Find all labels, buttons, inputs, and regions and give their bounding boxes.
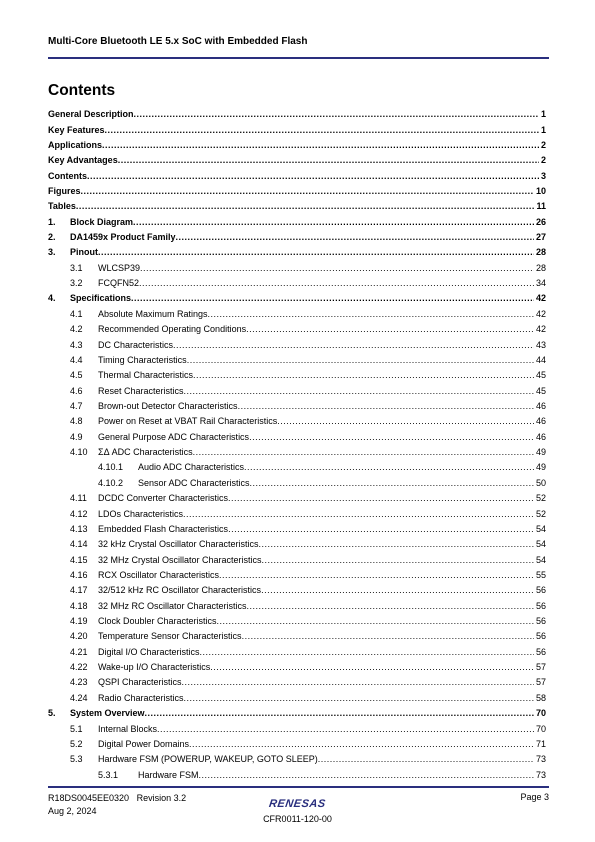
toc-entry-page: 49 [535, 447, 546, 458]
toc-entry-title: Sensor ADC Characteristics [138, 477, 250, 488]
toc-entry[interactable] [48, 399, 546, 414]
toc-dot-leader [228, 525, 534, 534]
toc-entry[interactable] [48, 629, 546, 644]
toc-entry-number: 5.2 [70, 738, 83, 749]
toc-entry[interactable] [48, 737, 546, 752]
toc-entry-title: System Overview [70, 708, 145, 719]
toc-entry-page: 27 [535, 232, 546, 243]
toc-entry-page: 3 [540, 170, 546, 181]
toc-dot-leader [261, 586, 534, 595]
toc-entry-page: 28 [535, 262, 546, 273]
toc-dot-leader [118, 156, 539, 165]
toc-entry-title: Internal Blocks [98, 723, 158, 734]
toc-entry-page: 56 [535, 600, 546, 611]
toc-dot-leader [157, 725, 534, 734]
toc-dot-leader [208, 310, 534, 319]
toc-entry[interactable] [48, 184, 546, 199]
toc-entry[interactable] [48, 307, 546, 322]
footer-rule [48, 786, 549, 788]
toc-entry-number: 4.22 [70, 662, 88, 673]
toc-entry-title: Embedded Flash Characteristics [98, 523, 229, 534]
toc-dot-leader [217, 617, 534, 626]
toc-entry[interactable] [48, 568, 546, 583]
toc-entry-title: 32/512 kHz RC Oscillator Characteristics [98, 585, 262, 596]
toc-entry-number: 4.8 [70, 416, 83, 427]
toc-dot-leader [139, 279, 534, 288]
toc-dot-leader [102, 141, 539, 150]
toc-entry[interactable] [48, 245, 546, 260]
toc-entry[interactable] [48, 430, 546, 445]
revision: Revision 3.2 [136, 793, 187, 803]
toc-dot-leader [81, 187, 534, 196]
toc-entry-number: 3.1 [70, 262, 83, 273]
toc-entry-page: 46 [535, 401, 546, 411]
toc-entry[interactable] [48, 675, 546, 690]
toc-entry-title: Digital Power Domains [98, 738, 190, 749]
toc-entry-page: 43 [535, 339, 546, 350]
toc-entry-title: Hardware FSM [138, 769, 199, 780]
toc-dot-leader [182, 678, 534, 687]
toc-entry-title: Thermal Characteristics [98, 370, 194, 381]
toc-entry-title: Brown-out Detector Characteristics [98, 401, 238, 411]
document-id: R18DS0045EE0320 [48, 793, 130, 803]
toc-entry-title: Absolute Maximum Ratings [98, 308, 208, 319]
toc-entry-number: 5.3 [70, 754, 83, 765]
toc-entry-page: 42 [535, 293, 546, 304]
toc-entry-page: 45 [535, 370, 546, 381]
toc-entry[interactable] [48, 322, 546, 337]
toc-entry[interactable] [48, 522, 546, 537]
toc-entry[interactable] [48, 353, 546, 368]
toc-entry-number: 1. [48, 216, 56, 227]
toc-entry-title: Recommended Operating Conditions [98, 324, 247, 335]
toc-entry-title: Specifications [70, 293, 132, 304]
toc-entry-page: 34 [535, 278, 546, 289]
toc-entry-page: 54 [535, 539, 546, 550]
toc-dot-leader [176, 233, 534, 242]
toc-dot-leader [76, 202, 535, 211]
toc-entry-title: General Purpose ADC Characteristics [98, 431, 250, 442]
toc-entry-page: 56 [535, 646, 546, 657]
toc-dot-leader [200, 648, 534, 657]
toc-entry-page: 58 [535, 692, 546, 703]
toc-entry[interactable] [48, 153, 546, 168]
toc-entry[interactable] [48, 583, 546, 598]
toc-entry-title: Reset Characteristics [98, 385, 184, 396]
toc-entry-page: 26 [535, 216, 546, 227]
toc-entry-page: 2 [540, 139, 546, 150]
toc-entry-number: 4.19 [70, 616, 88, 627]
toc-entry-title: 32 MHz Crystal Oscillator Characteristics [98, 554, 262, 565]
toc-entry-title: General Description [48, 109, 134, 120]
toc-entry[interactable] [48, 552, 546, 567]
toc-entry[interactable] [48, 107, 546, 122]
toc-entry[interactable] [48, 491, 546, 506]
toc-entry-title: Tables [48, 201, 76, 212]
toc-dot-leader [184, 387, 534, 396]
toc-dot-leader [187, 356, 534, 365]
toc-entry[interactable] [48, 168, 546, 183]
toc-dot-leader [87, 172, 539, 181]
toc-dot-leader [193, 448, 534, 457]
toc-entry-number: 4.7 [70, 401, 83, 411]
toc-entry-page: 42 [535, 308, 546, 319]
toc-dot-leader [259, 540, 534, 549]
toc-entry[interactable] [48, 645, 546, 660]
toc-entry[interactable] [48, 414, 546, 429]
toc-dot-leader [242, 632, 534, 641]
toc-entry-title: Block Diagram [70, 216, 134, 227]
toc-entry-number: 4.1 [70, 308, 83, 319]
toc-entry-title: Power on Reset at VBAT Rail Characteristics [98, 416, 278, 427]
toc-dot-leader [277, 417, 534, 426]
toc-dot-leader [184, 694, 534, 703]
toc-entry[interactable] [48, 383, 546, 398]
toc-entry-number: 4.10 [70, 447, 88, 458]
toc-entry-page: 55 [535, 569, 546, 580]
toc-entry-number: 4.20 [70, 631, 88, 642]
toc-entry-title: Contents [48, 170, 87, 181]
toc-dot-leader [140, 264, 534, 273]
toc-entry-page: 70 [535, 708, 546, 719]
toc-entry-title: QSPI Characteristics [98, 677, 182, 688]
toc-entry[interactable] [48, 122, 546, 137]
toc-dot-leader [133, 218, 534, 227]
toc-entry[interactable] [48, 138, 546, 153]
toc-entry-page: 42 [535, 324, 546, 335]
toc-dot-leader [210, 663, 534, 672]
toc-entry-number: 4.18 [70, 600, 88, 611]
toc-entry-number: 4.3 [70, 339, 83, 350]
toc-entry[interactable] [48, 261, 546, 276]
toc-entry-page: 54 [535, 523, 546, 534]
toc-entry-title: Digital I/O Characteristics [98, 646, 200, 657]
toc-entry[interactable] [48, 660, 546, 675]
toc-entry-number: 4.16 [70, 569, 88, 580]
toc-entry[interactable] [48, 368, 546, 383]
toc-dot-leader [318, 755, 534, 764]
toc-entry-page: 49 [535, 462, 546, 473]
toc-entry[interactable] [48, 215, 546, 230]
toc-entry[interactable] [48, 599, 546, 614]
toc-entry-title: Wake-up I/O Characteristics [98, 662, 211, 673]
toc-entry-page: 46 [535, 416, 546, 427]
toc-entry-number: 4. [48, 293, 56, 304]
toc-entry-page: 73 [535, 769, 546, 780]
toc-entry[interactable] [48, 460, 546, 475]
toc-entry[interactable] [48, 291, 546, 306]
toc-entry-page: 57 [535, 662, 546, 673]
toc-entry-title: Pinout [70, 247, 98, 258]
toc-entry[interactable] [48, 767, 546, 782]
toc-dot-leader [98, 248, 534, 257]
toc-entry[interactable] [48, 537, 546, 552]
toc-entry-title: Timing Characteristics [98, 354, 187, 365]
toc-entry[interactable] [48, 614, 546, 629]
toc-dot-leader [244, 463, 534, 472]
toc-entry-page: 28 [535, 247, 546, 258]
toc-entry-page: 11 [536, 201, 546, 212]
toc-entry-title: LDOs Characteristics [98, 508, 184, 519]
toc-entry-page: 70 [535, 723, 546, 734]
toc-entry[interactable] [48, 199, 546, 214]
toc-dot-leader [219, 571, 534, 580]
toc-entry[interactable] [48, 752, 546, 767]
toc-dot-leader [247, 602, 534, 611]
toc-entry-page: 46 [535, 431, 546, 442]
toc-dot-leader [145, 709, 534, 718]
toc-entry[interactable] [48, 506, 546, 521]
toc-entry-number: 4.17 [70, 585, 88, 596]
toc-entry[interactable] [48, 721, 546, 736]
header-rule [48, 57, 549, 59]
toc-dot-leader [250, 479, 534, 488]
toc-entry-number: 4.13 [70, 523, 88, 534]
toc-entry[interactable] [48, 230, 546, 245]
toc-entry-number: 3.2 [70, 278, 83, 289]
toc-dot-leader [131, 294, 534, 303]
toc-entry-page: 73 [535, 754, 546, 765]
toc-entry[interactable] [48, 691, 546, 706]
toc-entry-page: 56 [535, 631, 546, 642]
toc-entry-title: ΣΔ ADC Characteristics [98, 447, 193, 458]
toc-entry-title: Temperature Sensor Characteristics [98, 631, 242, 642]
page-title: Contents [48, 82, 116, 99]
toc-dot-leader [246, 325, 534, 334]
toc-dot-leader [193, 371, 534, 380]
toc-entry-title: 32 kHz Crystal Oscillator Characteristics [98, 539, 259, 550]
toc-entry-number: 4.10.2 [98, 477, 124, 488]
page-number: Page 3 [520, 792, 549, 802]
toc-entry-title: Hardware FSM (POWERUP, WAKEUP, GOTO SLEEP) [98, 754, 318, 765]
toc-entry[interactable] [48, 706, 546, 721]
toc-entry-title: RCX Oscillator Characteristics [98, 569, 220, 580]
toc-dot-leader [134, 110, 539, 119]
toc-entry[interactable] [48, 476, 546, 491]
toc-entry-title: Applications [48, 139, 103, 150]
toc-dot-leader [173, 341, 534, 350]
toc-entry-number: 4.10.1 [98, 462, 124, 473]
toc-entry-number: 4.12 [70, 508, 88, 519]
toc-entry-number: 4.15 [70, 554, 88, 565]
toc-entry-page: 10 [535, 185, 546, 196]
toc-dot-leader [105, 126, 539, 135]
toc-entry-page: 44 [535, 354, 546, 365]
toc-entry-title: Clock Doubler Characteristics [98, 616, 217, 627]
toc-dot-leader [189, 740, 534, 749]
toc-entry[interactable] [48, 337, 546, 352]
toc-entry-page: 1 [540, 109, 546, 120]
toc-entry-page: 54 [535, 554, 546, 565]
toc-entry-page: 56 [535, 585, 546, 596]
toc-entry-title: DCDC Converter Characteristics [98, 493, 229, 504]
toc-entry-page: 52 [535, 508, 546, 519]
toc-dot-leader [228, 494, 534, 503]
toc-dot-leader [249, 433, 534, 442]
toc-entry-title: 32 MHz RC Oscillator Characteristics [98, 600, 247, 611]
toc-entry-page: 1 [540, 124, 546, 135]
toc-entry-title: FCQFN52 [98, 278, 140, 289]
toc-entry-number: 4.2 [70, 324, 83, 335]
header-title: Multi-Core Bluetooth LE 5.x SoC with Embedded Flash [48, 36, 308, 47]
toc-entry-page: 45 [535, 385, 546, 396]
toc-entry-number: 4.6 [70, 385, 83, 396]
toc-entry-page: 56 [535, 616, 546, 627]
toc-entry-number: 4.11 [70, 493, 87, 504]
toc-entry-number: 4.14 [70, 539, 88, 550]
renesas-logo: RENESAS [268, 798, 327, 810]
toc-entry-title: WLCSP39 [98, 262, 141, 273]
toc-entry-number: 5. [48, 708, 56, 719]
toc-entry-title: Key Advantages [48, 155, 118, 166]
toc-entry-page: 57 [535, 677, 546, 688]
toc-entry-number: 4.9 [70, 431, 83, 442]
toc-entry-title: DA1459x Product Family [70, 232, 176, 243]
toc-entry-number: 4.4 [70, 354, 83, 365]
toc-entry-number: 4.23 [70, 677, 88, 688]
toc-entry-page: 52 [535, 493, 546, 504]
toc-entry[interactable] [48, 445, 546, 460]
toc-entry-page: 2 [540, 155, 546, 166]
footer-center [0, 794, 595, 824]
document-date: Aug 2, 2024 [48, 805, 97, 816]
toc-entry-number: 3. [48, 247, 56, 258]
toc-entry-number: 4.21 [70, 646, 88, 657]
toc-entry-page: 50 [535, 477, 546, 488]
table-of-contents [48, 107, 546, 783]
toc-dot-leader [199, 771, 534, 780]
document-code: CFR0011-120-00 [263, 814, 332, 824]
toc-entry-title: DC Characteristics [98, 339, 174, 350]
toc-entry[interactable] [48, 276, 546, 291]
toc-entry-title: Audio ADC Characteristics [138, 462, 245, 473]
toc-entry-page: 71 [535, 738, 546, 749]
toc-entry-number: 5.3.1 [98, 769, 119, 780]
toc-entry-number: 2. [48, 232, 56, 243]
toc-entry-title: Radio Characteristics [98, 692, 184, 703]
toc-entry-title: Figures [48, 185, 81, 196]
toc-entry-number: 4.5 [70, 370, 83, 381]
toc-dot-leader [238, 402, 534, 411]
toc-entry-number: 4.24 [70, 692, 88, 703]
toc-entry-title: Key Features [48, 124, 105, 135]
toc-entry-number: 5.1 [70, 723, 83, 734]
toc-dot-leader [262, 556, 534, 565]
toc-dot-leader [183, 510, 534, 519]
